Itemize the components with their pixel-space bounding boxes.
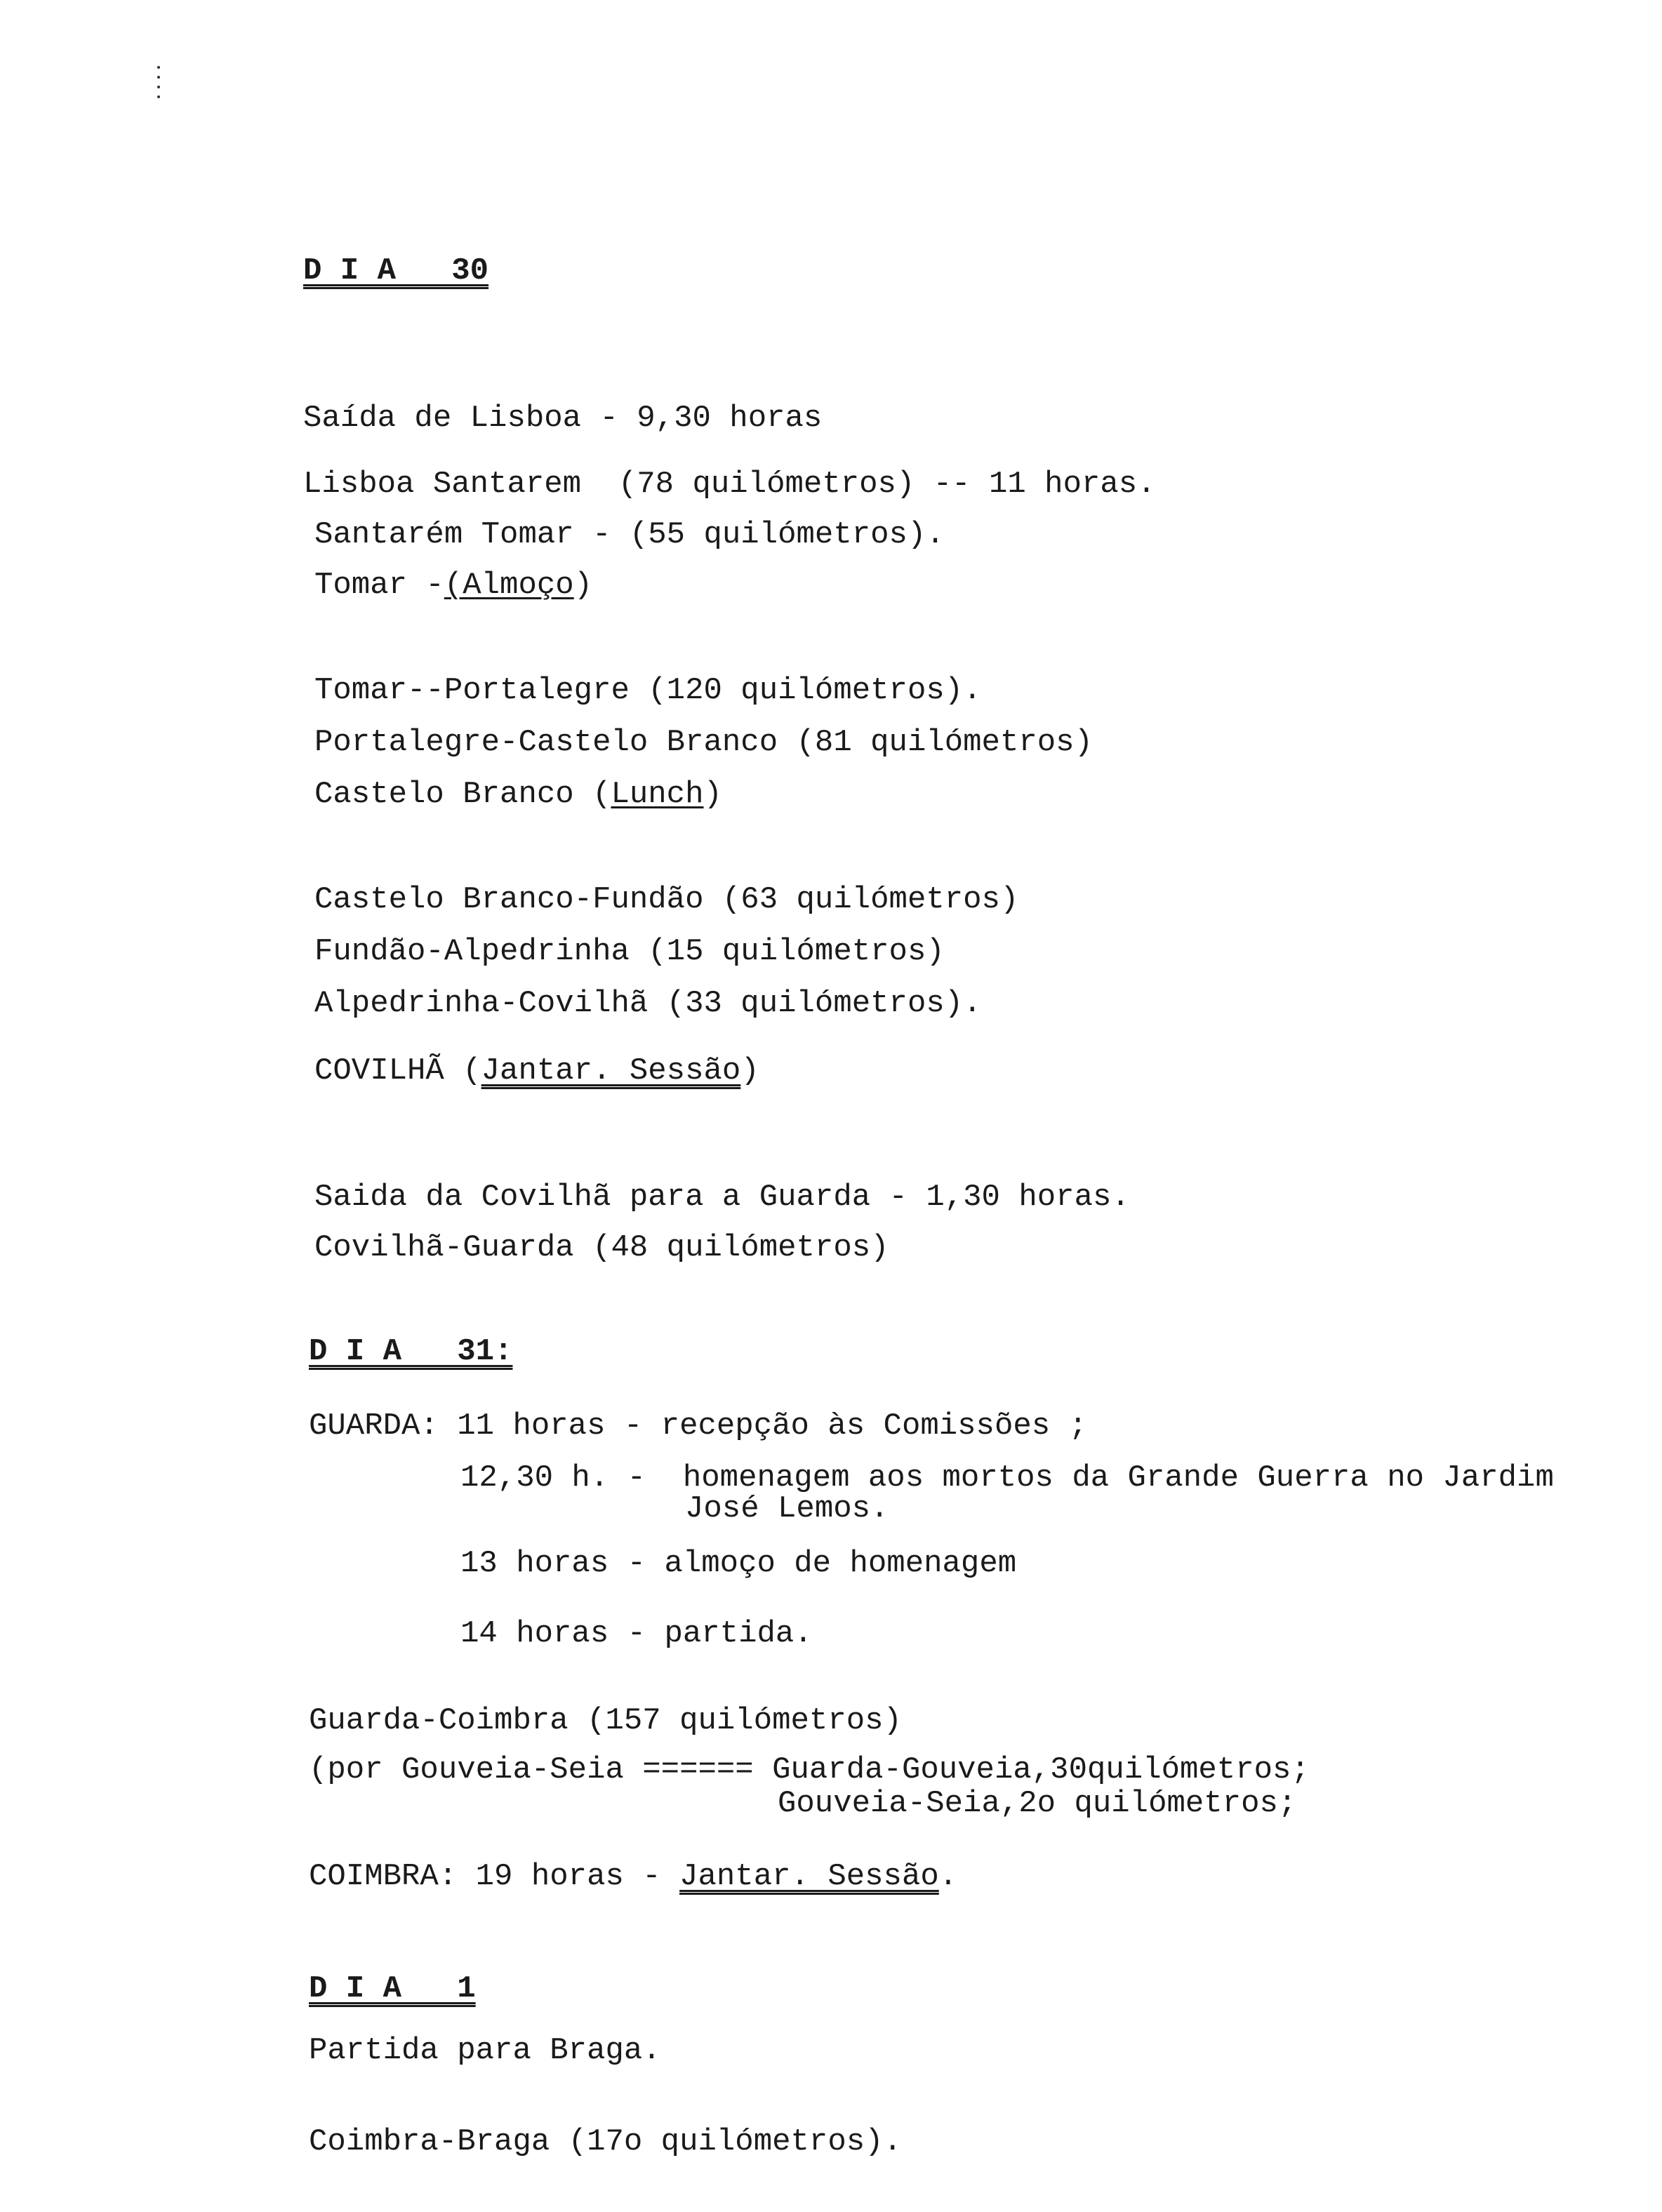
line-por-gouveia: (por Gouveia-Seia ====== Guarda-Gouveia,30quilómetros; bbox=[309, 1752, 1310, 1787]
coimbra-jantar-sessao: Jantar. Sessão bbox=[679, 1859, 939, 1894]
line-coimbra-braga: Coimbra-Braga (17o quilómetros). bbox=[309, 2124, 902, 2159]
line-santarem-tomar: Santarém Tomar - (55 quilómetros). bbox=[314, 517, 945, 552]
line-gouveia-seia: Gouveia-Seia,2o quilómetros; bbox=[778, 1786, 1297, 1821]
covilha-jantar-sessao: Jantar. Sessão bbox=[481, 1053, 741, 1088]
margin-mark bbox=[157, 59, 163, 98]
line-homenagem-mortos: 12,30 h. - homenagem aos mortos da Grande Guerra no Jardim bbox=[460, 1460, 1554, 1495]
line-lisboa-santarem: Lisboa Santarem (78 quilómetros) -- 11 horas. bbox=[303, 467, 1156, 502]
day31-heading: D I A 31: bbox=[309, 1334, 513, 1369]
line-tomar-portalegre: Tomar--Portalegre (120 quilómetros). bbox=[314, 673, 982, 708]
line-alpedrinha-covilha: Alpedrinha-Covilhã (33 quilómetros). bbox=[314, 986, 982, 1021]
line-covilha-jantar: COVILHÃ (Jantar. Sessão) bbox=[314, 1053, 759, 1088]
line-saida: Saída de Lisboa - 9,30 horas bbox=[303, 401, 823, 436]
line-partida-braga: Partida para Braga. bbox=[309, 2033, 661, 2068]
line-partida: 14 horas - partida. bbox=[460, 1616, 813, 1651]
line-castelo-lunch: Castelo Branco (Lunch) bbox=[314, 777, 722, 812]
line-guarda-recepcao: GUARDA: 11 horas - recepção às Comissões ; bbox=[309, 1408, 1087, 1444]
line-fundao-alpedrinha: Fundão-Alpedrinha (15 quilómetros) bbox=[314, 934, 945, 969]
line-saida-covilha: Saida da Covilhã para a Guarda - 1,30 horas. bbox=[314, 1180, 1130, 1215]
line-almoco-homenagem: 13 horas - almoço de homenagem bbox=[460, 1546, 1017, 1581]
line-coimbra-jantar: COIMBRA: 19 horas - Jantar. Sessão. bbox=[309, 1859, 958, 1894]
line-portalegre-castelo: Portalegre-Castelo Branco (81 quilómetros) bbox=[314, 725, 1093, 760]
day30-heading: D I A 30 bbox=[303, 253, 489, 288]
almoco-underlined: (Almoço bbox=[444, 568, 574, 603]
line-guarda-coimbra: Guarda-Coimbra (157 quilómetros) bbox=[309, 1703, 902, 1738]
line-jose-lemos: José Lemos. bbox=[685, 1491, 889, 1526]
line-covilha-guarda: Covilhã-Guarda (48 quilómetros) bbox=[314, 1230, 889, 1265]
day1-heading: D I A 1 bbox=[309, 1971, 476, 2006]
line-tomar-almoco: Tomar -(Almoço) bbox=[314, 568, 593, 603]
lunch-underlined: Lunch bbox=[611, 777, 704, 812]
line-castelo-fundao: Castelo Branco-Fundão (63 quilómetros) bbox=[314, 882, 1019, 917]
